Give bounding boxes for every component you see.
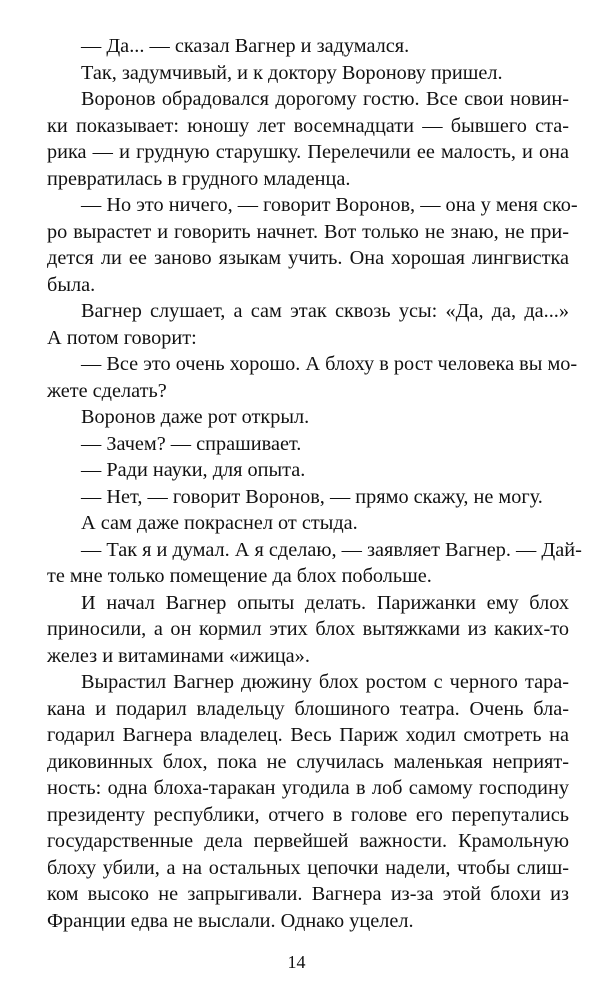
book-page-text: [47, 33, 582, 934]
text-line: желез и витаминами «ижица».: [47, 644, 310, 667]
text-line: диковинных блох, пока не случилась маленькая неприят-: [47, 750, 569, 773]
text-line: А потом говорит:: [47, 326, 197, 349]
paragraph-first-line: Вагнер слушает, а сам этак сквозь усы: «Да, да, да...»: [81, 300, 569, 322]
text-line: те мне только помещение да блох побольше.: [47, 565, 432, 587]
paragraph-first-line: Так, задумчивый, и к доктору Воронову пришел.: [81, 61, 503, 84]
text-line: Франции едва не выслали. Однако уцелел.: [47, 909, 414, 932]
text-line: кана и подарил владельцу блошиного театра. Очень бла-: [47, 697, 569, 720]
text-line: превратилась в грудного младенца.: [47, 167, 351, 190]
paragraph-first-line: А сам даже покраснел от стыда.: [81, 512, 358, 534]
paragraph-first-line: — Зачем? — спрашивает.: [81, 432, 302, 455]
text-line: государственные дела первейшей важности. Крамольную: [47, 830, 569, 852]
paragraph-first-line: Воронов даже рот открыл.: [81, 406, 310, 428]
text-line: была.: [47, 273, 96, 296]
text-line: жете сделать?: [47, 379, 167, 402]
text-line: дется ли ее заново языкам учить. Она хорошая лингвистка: [47, 247, 569, 269]
text-line: блоху убили, а на остальных цепочки надели, чтобы слиш-: [47, 856, 569, 879]
paragraph-first-line: — Так я и думал. А я сделаю, — заявляет Вагнер. — Дай-: [81, 538, 582, 561]
page-number: 14: [287, 952, 306, 972]
text-line: годарил Вагнера владелец. Весь Париж ходил смотреть на: [47, 724, 569, 746]
paragraph-first-line: — Все это очень хорошо. А блоху в рост человека вы мо-: [81, 353, 578, 375]
paragraph-first-line: — Да... — сказал Вагнер и задумался.: [81, 35, 410, 57]
text-line: ки показывает: юношу лет восемнадцати — бывшего ста-: [47, 114, 569, 137]
paragraph-first-line: И начал Вагнер опыты делать. Парижанки ему блох: [81, 591, 569, 614]
paragraph-first-line: — Нет, — говорит Воронов, — прямо скажу, не могу.: [81, 485, 543, 508]
text-line: ро вырастет и говорить начнет. Вот только не знаю, не при-: [47, 220, 569, 243]
paragraph-first-line: — Но это ничего, — говорит Воронов, — она у меня ско-: [81, 194, 578, 216]
text-line: президенту республики, отчего в голове его перепутались: [47, 803, 569, 826]
paragraph-first-line: — Ради науки, для опыта.: [81, 459, 306, 481]
text-line: приносили, а он кормил этих блох вытяжками из каких-то: [47, 618, 569, 640]
text-line: ность: одна блоха-таракан угодила в лоб самому господину: [47, 777, 569, 799]
paragraph-first-line: Вырастил Вагнер дюжину блох ростом с черного тара-: [81, 671, 569, 693]
text-line: рика — и грудную старушку. Перелечили ее малость, и она: [47, 141, 569, 163]
text-line: ком высоко не запрыгивали. Вагнера из-за этой блохи из: [47, 883, 569, 905]
paragraph-first-line: Воронов обрадовался дорогому гостю. Все свои новин-: [81, 88, 569, 110]
